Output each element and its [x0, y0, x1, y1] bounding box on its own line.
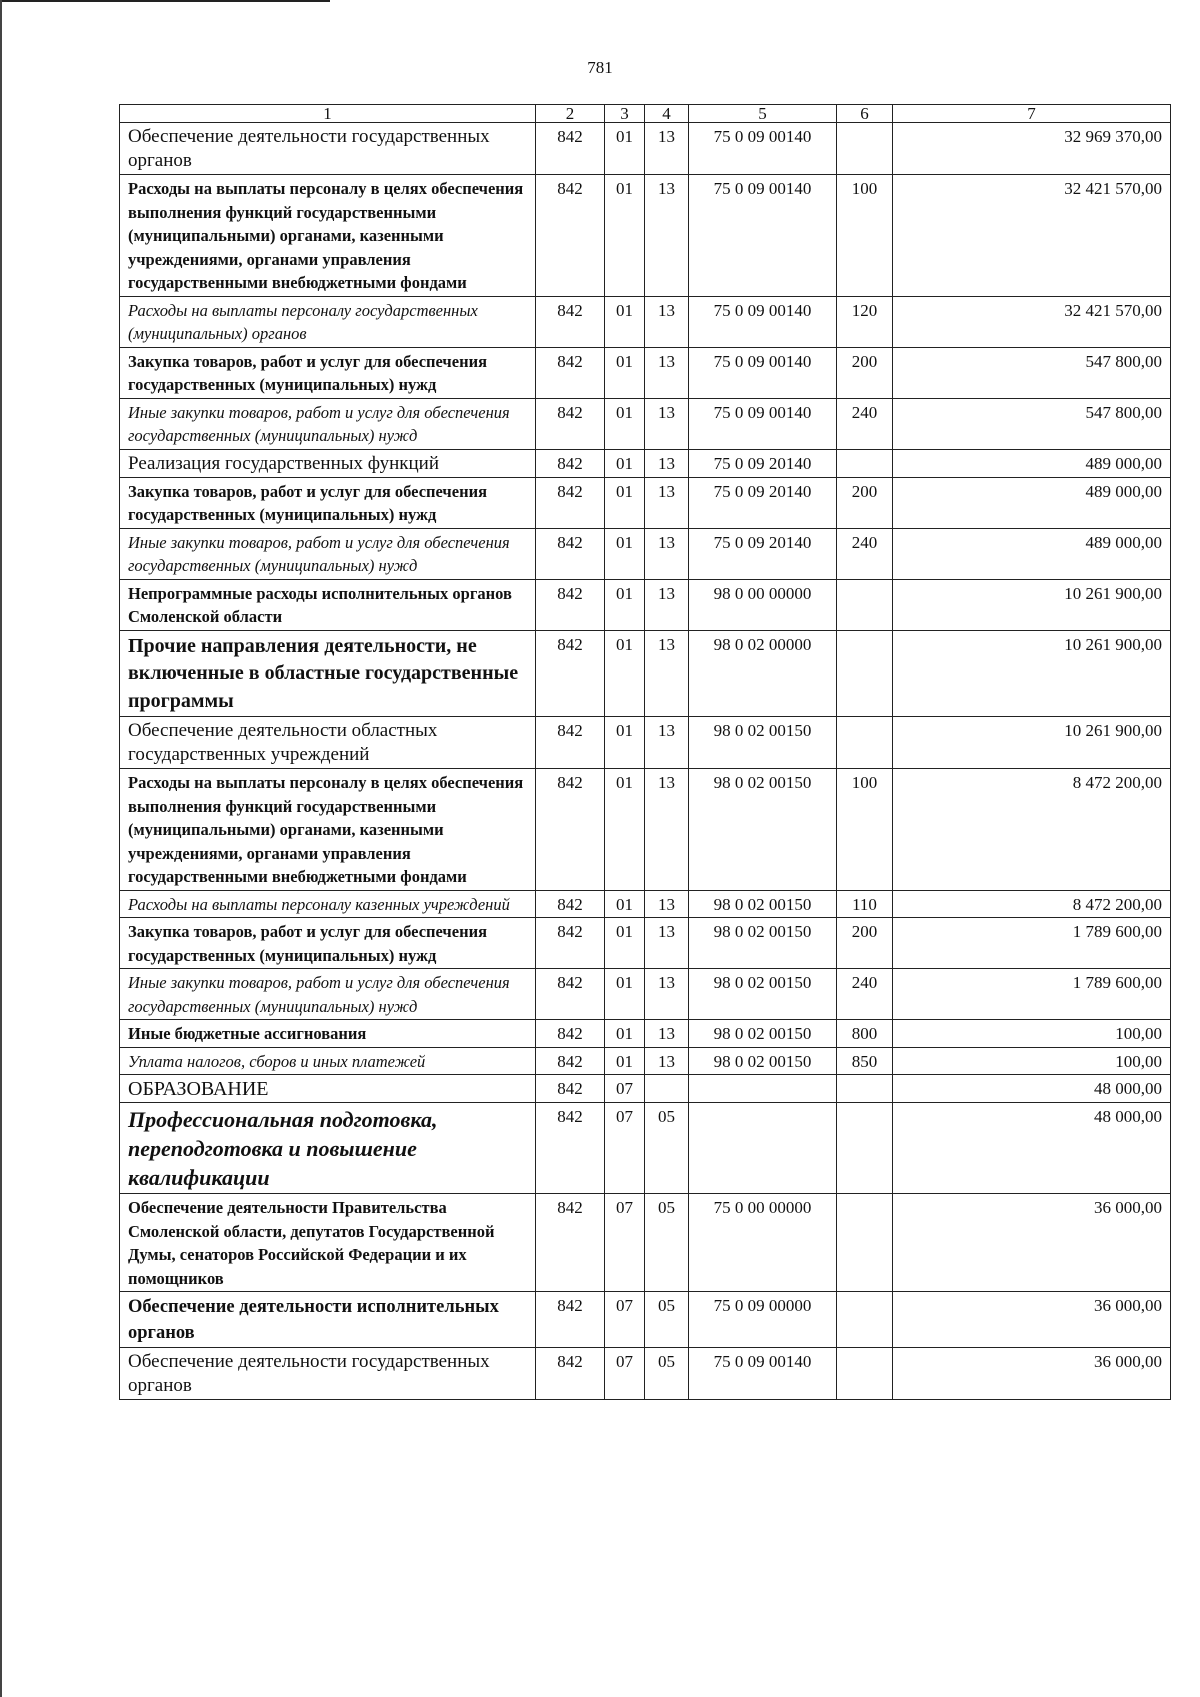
row-expense-type-cell [837, 1348, 893, 1400]
row-grbs-cell: 842 [536, 398, 605, 449]
row-section-code-cell: 01 [605, 477, 645, 528]
row-target-article-cell: 75 0 09 20140 [689, 477, 837, 528]
row-target-article-cell: 98 0 02 00150 [689, 769, 837, 891]
row-name-cell: Иные закупки товаров, работ и услуг для обеспечения государственных (муниципальных) нужд [120, 528, 536, 579]
row-grbs-cell: 842 [536, 969, 605, 1020]
row-section-code-cell: 07 [605, 1075, 645, 1103]
row-subsection-code-cell: 13 [645, 175, 689, 297]
table-row [120, 1348, 1171, 1400]
row-name-cell: Закупка товаров, работ и услуг для обеспечения государственных (муниципальных) нужд [120, 347, 536, 398]
row-grbs-cell: 842 [536, 1103, 605, 1194]
row-subsection-code-cell: 05 [645, 1348, 689, 1400]
row-subsection-code-cell: 13 [645, 398, 689, 449]
row-target-article-cell: 98 0 02 00150 [689, 918, 837, 969]
row-expense-type-cell [837, 1292, 893, 1348]
row-target-article-cell: 75 0 09 20140 [689, 528, 837, 579]
row-expense-type-cell: 120 [837, 296, 893, 347]
table-row [120, 1075, 1171, 1103]
row-target-article-cell: 98 0 02 00150 [689, 890, 837, 918]
row-subsection-code-cell: 05 [645, 1103, 689, 1194]
row-name-cell: Обеспечение деятельности Правительства Смоленской области, депутатов Государственной Думы, сенаторов Российской Федерации и их помощников [120, 1194, 536, 1292]
row-expense-type-cell: 100 [837, 175, 893, 297]
row-subsection-code-cell: 13 [645, 1020, 689, 1048]
row-target-article-cell [689, 1075, 837, 1103]
row-grbs-cell: 842 [536, 1020, 605, 1048]
row-target-article-cell: 75 0 09 00140 [689, 123, 837, 175]
row-amount-cell: 10 261 900,00 [893, 579, 1171, 630]
row-name-cell: Обеспечение деятельности государственных органов [120, 1348, 536, 1400]
row-expense-type-cell [837, 717, 893, 769]
row-amount-cell: 10 261 900,00 [893, 717, 1171, 769]
row-target-article-cell: 98 0 02 00000 [689, 630, 837, 717]
table-row [120, 579, 1171, 630]
row-subsection-code-cell: 13 [645, 918, 689, 969]
row-grbs-cell: 842 [536, 123, 605, 175]
row-subsection-code-cell: 13 [645, 123, 689, 175]
table-row [120, 1103, 1171, 1194]
row-name-cell: Реализация государственных функций [120, 449, 536, 477]
row-subsection-code-cell: 05 [645, 1194, 689, 1292]
row-name-cell: Непрограммные расходы исполнительных органов Смоленской области [120, 579, 536, 630]
page-edge-top [0, 0, 330, 2]
row-section-code-cell: 01 [605, 296, 645, 347]
row-grbs-cell: 842 [536, 528, 605, 579]
row-amount-cell: 48 000,00 [893, 1075, 1171, 1103]
row-name-cell: Иные закупки товаров, работ и услуг для обеспечения государственных (муниципальных) нужд [120, 969, 536, 1020]
row-grbs-cell: 842 [536, 175, 605, 297]
row-grbs-cell: 842 [536, 1348, 605, 1400]
row-subsection-code-cell: 13 [645, 1047, 689, 1075]
table-row [120, 296, 1171, 347]
row-amount-cell: 32 969 370,00 [893, 123, 1171, 175]
row-name-cell: Уплата налогов, сборов и иных платежей [120, 1047, 536, 1075]
row-grbs-cell: 842 [536, 1194, 605, 1292]
row-section-code-cell: 01 [605, 890, 645, 918]
row-target-article-cell [689, 1103, 837, 1194]
row-amount-cell: 10 261 900,00 [893, 630, 1171, 717]
row-amount-cell: 8 472 200,00 [893, 769, 1171, 891]
row-name-cell: Прочие направления деятельности, не включенные в областные государственные программы [120, 630, 536, 717]
table-row [120, 969, 1171, 1020]
row-subsection-code-cell: 13 [645, 769, 689, 891]
row-expense-type-cell: 240 [837, 969, 893, 1020]
row-grbs-cell: 842 [536, 579, 605, 630]
row-expense-type-cell: 850 [837, 1047, 893, 1075]
row-section-code-cell: 07 [605, 1292, 645, 1348]
row-target-article-cell: 98 0 02 00150 [689, 1047, 837, 1075]
row-grbs-cell: 842 [536, 347, 605, 398]
row-section-code-cell: 01 [605, 398, 645, 449]
row-amount-cell: 547 800,00 [893, 347, 1171, 398]
row-target-article-cell: 75 0 09 00140 [689, 347, 837, 398]
row-expense-type-cell: 800 [837, 1020, 893, 1048]
row-amount-cell: 100,00 [893, 1047, 1171, 1075]
row-amount-cell: 36 000,00 [893, 1348, 1171, 1400]
row-amount-cell: 547 800,00 [893, 398, 1171, 449]
table-row [120, 528, 1171, 579]
row-amount-cell: 32 421 570,00 [893, 175, 1171, 297]
header-cell-1: 1 [120, 105, 536, 123]
row-section-code-cell: 01 [605, 969, 645, 1020]
row-section-code-cell: 01 [605, 123, 645, 175]
row-target-article-cell: 75 0 09 20140 [689, 449, 837, 477]
row-target-article-cell: 75 0 09 00140 [689, 296, 837, 347]
header-cell-3: 3 [605, 105, 645, 123]
table-row [120, 175, 1171, 297]
row-name-cell: Закупка товаров, работ и услуг для обеспечения государственных (муниципальных) нужд [120, 918, 536, 969]
row-amount-cell: 489 000,00 [893, 477, 1171, 528]
row-subsection-code-cell: 13 [645, 296, 689, 347]
row-amount-cell: 1 789 600,00 [893, 918, 1171, 969]
row-expense-type-cell: 100 [837, 769, 893, 891]
row-target-article-cell: 75 0 00 00000 [689, 1194, 837, 1292]
row-grbs-cell: 842 [536, 296, 605, 347]
table-row [120, 1047, 1171, 1075]
table-row [120, 1020, 1171, 1048]
row-section-code-cell: 07 [605, 1103, 645, 1194]
row-target-article-cell: 98 0 02 00150 [689, 1020, 837, 1048]
table-row [120, 477, 1171, 528]
header-cell-5: 5 [689, 105, 837, 123]
row-expense-type-cell: 110 [837, 890, 893, 918]
table-row [120, 1194, 1171, 1292]
row-grbs-cell: 842 [536, 918, 605, 969]
row-section-code-cell: 07 [605, 1348, 645, 1400]
row-section-code-cell: 01 [605, 175, 645, 297]
row-section-code-cell: 01 [605, 717, 645, 769]
row-name-cell: Обеспечение деятельности исполнительных органов [120, 1292, 536, 1348]
row-expense-type-cell [837, 630, 893, 717]
row-expense-type-cell: 240 [837, 528, 893, 579]
row-amount-cell: 48 000,00 [893, 1103, 1171, 1194]
row-target-article-cell: 98 0 02 00150 [689, 717, 837, 769]
row-subsection-code-cell: 13 [645, 477, 689, 528]
row-subsection-code-cell: 13 [645, 969, 689, 1020]
row-amount-cell: 489 000,00 [893, 528, 1171, 579]
table-row [120, 717, 1171, 769]
row-section-code-cell: 01 [605, 449, 645, 477]
row-grbs-cell: 842 [536, 1047, 605, 1075]
row-subsection-code-cell: 13 [645, 347, 689, 398]
row-grbs-cell: 842 [536, 717, 605, 769]
row-target-article-cell: 98 0 00 00000 [689, 579, 837, 630]
row-grbs-cell: 842 [536, 1292, 605, 1348]
page-number: 781 [587, 58, 613, 77]
row-expense-type-cell [837, 1103, 893, 1194]
row-name-cell: Расходы на выплаты персоналу в целях обеспечения выполнения функций государственными (муниципальными) органами, казенными учреждениями, органами управления государственными внебюджетными фондами [120, 175, 536, 297]
table-row [120, 398, 1171, 449]
row-expense-type-cell [837, 1075, 893, 1103]
table-row [120, 347, 1171, 398]
row-expense-type-cell: 200 [837, 347, 893, 398]
row-expense-type-cell [837, 1194, 893, 1292]
row-target-article-cell: 75 0 09 00000 [689, 1292, 837, 1348]
row-name-cell: Расходы на выплаты персоналу государственных (муниципальных) органов [120, 296, 536, 347]
row-name-cell: Расходы на выплаты персоналу в целях обеспечения выполнения функций государственными (муниципальными) органами, казенными учреждениями, органами управления государственными внебюджетными фондами [120, 769, 536, 891]
row-section-code-cell: 01 [605, 528, 645, 579]
page-edge-left [0, 0, 2, 1697]
table-row [120, 1292, 1171, 1348]
row-grbs-cell: 842 [536, 890, 605, 918]
table-row [120, 890, 1171, 918]
row-amount-cell: 489 000,00 [893, 449, 1171, 477]
row-subsection-code-cell: 13 [645, 717, 689, 769]
row-expense-type-cell: 200 [837, 918, 893, 969]
row-amount-cell: 36 000,00 [893, 1194, 1171, 1292]
row-expense-type-cell [837, 449, 893, 477]
table-row [120, 769, 1171, 891]
row-name-cell: Профессиональная подготовка, переподготовка и повышение квалификации [120, 1103, 536, 1194]
row-section-code-cell: 01 [605, 918, 645, 969]
row-name-cell: Обеспечение деятельности областных государственных учреждений [120, 717, 536, 769]
row-subsection-code-cell: 05 [645, 1292, 689, 1348]
row-name-cell: Расходы на выплаты персоналу казенных учреждений [120, 890, 536, 918]
row-grbs-cell: 842 [536, 449, 605, 477]
row-amount-cell: 32 421 570,00 [893, 296, 1171, 347]
table-body [120, 105, 1171, 1400]
row-subsection-code-cell [645, 1075, 689, 1103]
row-section-code-cell: 01 [605, 630, 645, 717]
row-grbs-cell: 842 [536, 1075, 605, 1103]
row-amount-cell: 1 789 600,00 [893, 969, 1171, 1020]
row-name-cell: Иные бюджетные ассигнования [120, 1020, 536, 1048]
column-number-row [120, 105, 1171, 123]
row-name-cell: Обеспечение деятельности государственных органов [120, 123, 536, 175]
row-expense-type-cell: 200 [837, 477, 893, 528]
row-section-code-cell: 01 [605, 1020, 645, 1048]
row-amount-cell: 100,00 [893, 1020, 1171, 1048]
row-expense-type-cell [837, 579, 893, 630]
row-subsection-code-cell: 13 [645, 579, 689, 630]
row-target-article-cell: 75 0 09 00140 [689, 1348, 837, 1400]
row-subsection-code-cell: 13 [645, 890, 689, 918]
header-cell-4: 4 [645, 105, 689, 123]
row-subsection-code-cell: 13 [645, 528, 689, 579]
header-cell-7: 7 [893, 105, 1171, 123]
table-row [120, 449, 1171, 477]
row-grbs-cell: 842 [536, 630, 605, 717]
row-subsection-code-cell: 13 [645, 630, 689, 717]
row-name-cell: Иные закупки товаров, работ и услуг для обеспечения государственных (муниципальных) нужд [120, 398, 536, 449]
row-target-article-cell: 98 0 02 00150 [689, 969, 837, 1020]
header-cell-6: 6 [837, 105, 893, 123]
budget-table [119, 104, 1171, 1400]
row-subsection-code-cell: 13 [645, 449, 689, 477]
row-section-code-cell: 01 [605, 579, 645, 630]
row-section-code-cell: 01 [605, 1047, 645, 1075]
row-name-cell: ОБРАЗОВАНИЕ [120, 1075, 536, 1103]
row-section-code-cell: 07 [605, 1194, 645, 1292]
table-row [120, 123, 1171, 175]
row-section-code-cell: 01 [605, 769, 645, 891]
row-target-article-cell: 75 0 09 00140 [689, 398, 837, 449]
row-target-article-cell: 75 0 09 00140 [689, 175, 837, 297]
row-grbs-cell: 842 [536, 769, 605, 891]
row-amount-cell: 36 000,00 [893, 1292, 1171, 1348]
row-expense-type-cell: 240 [837, 398, 893, 449]
row-name-cell: Закупка товаров, работ и услуг для обеспечения государственных (муниципальных) нужд [120, 477, 536, 528]
header-cell-2: 2 [536, 105, 605, 123]
row-grbs-cell: 842 [536, 477, 605, 528]
table-row [120, 630, 1171, 717]
table-row [120, 918, 1171, 969]
row-expense-type-cell [837, 123, 893, 175]
row-amount-cell: 8 472 200,00 [893, 890, 1171, 918]
row-section-code-cell: 01 [605, 347, 645, 398]
